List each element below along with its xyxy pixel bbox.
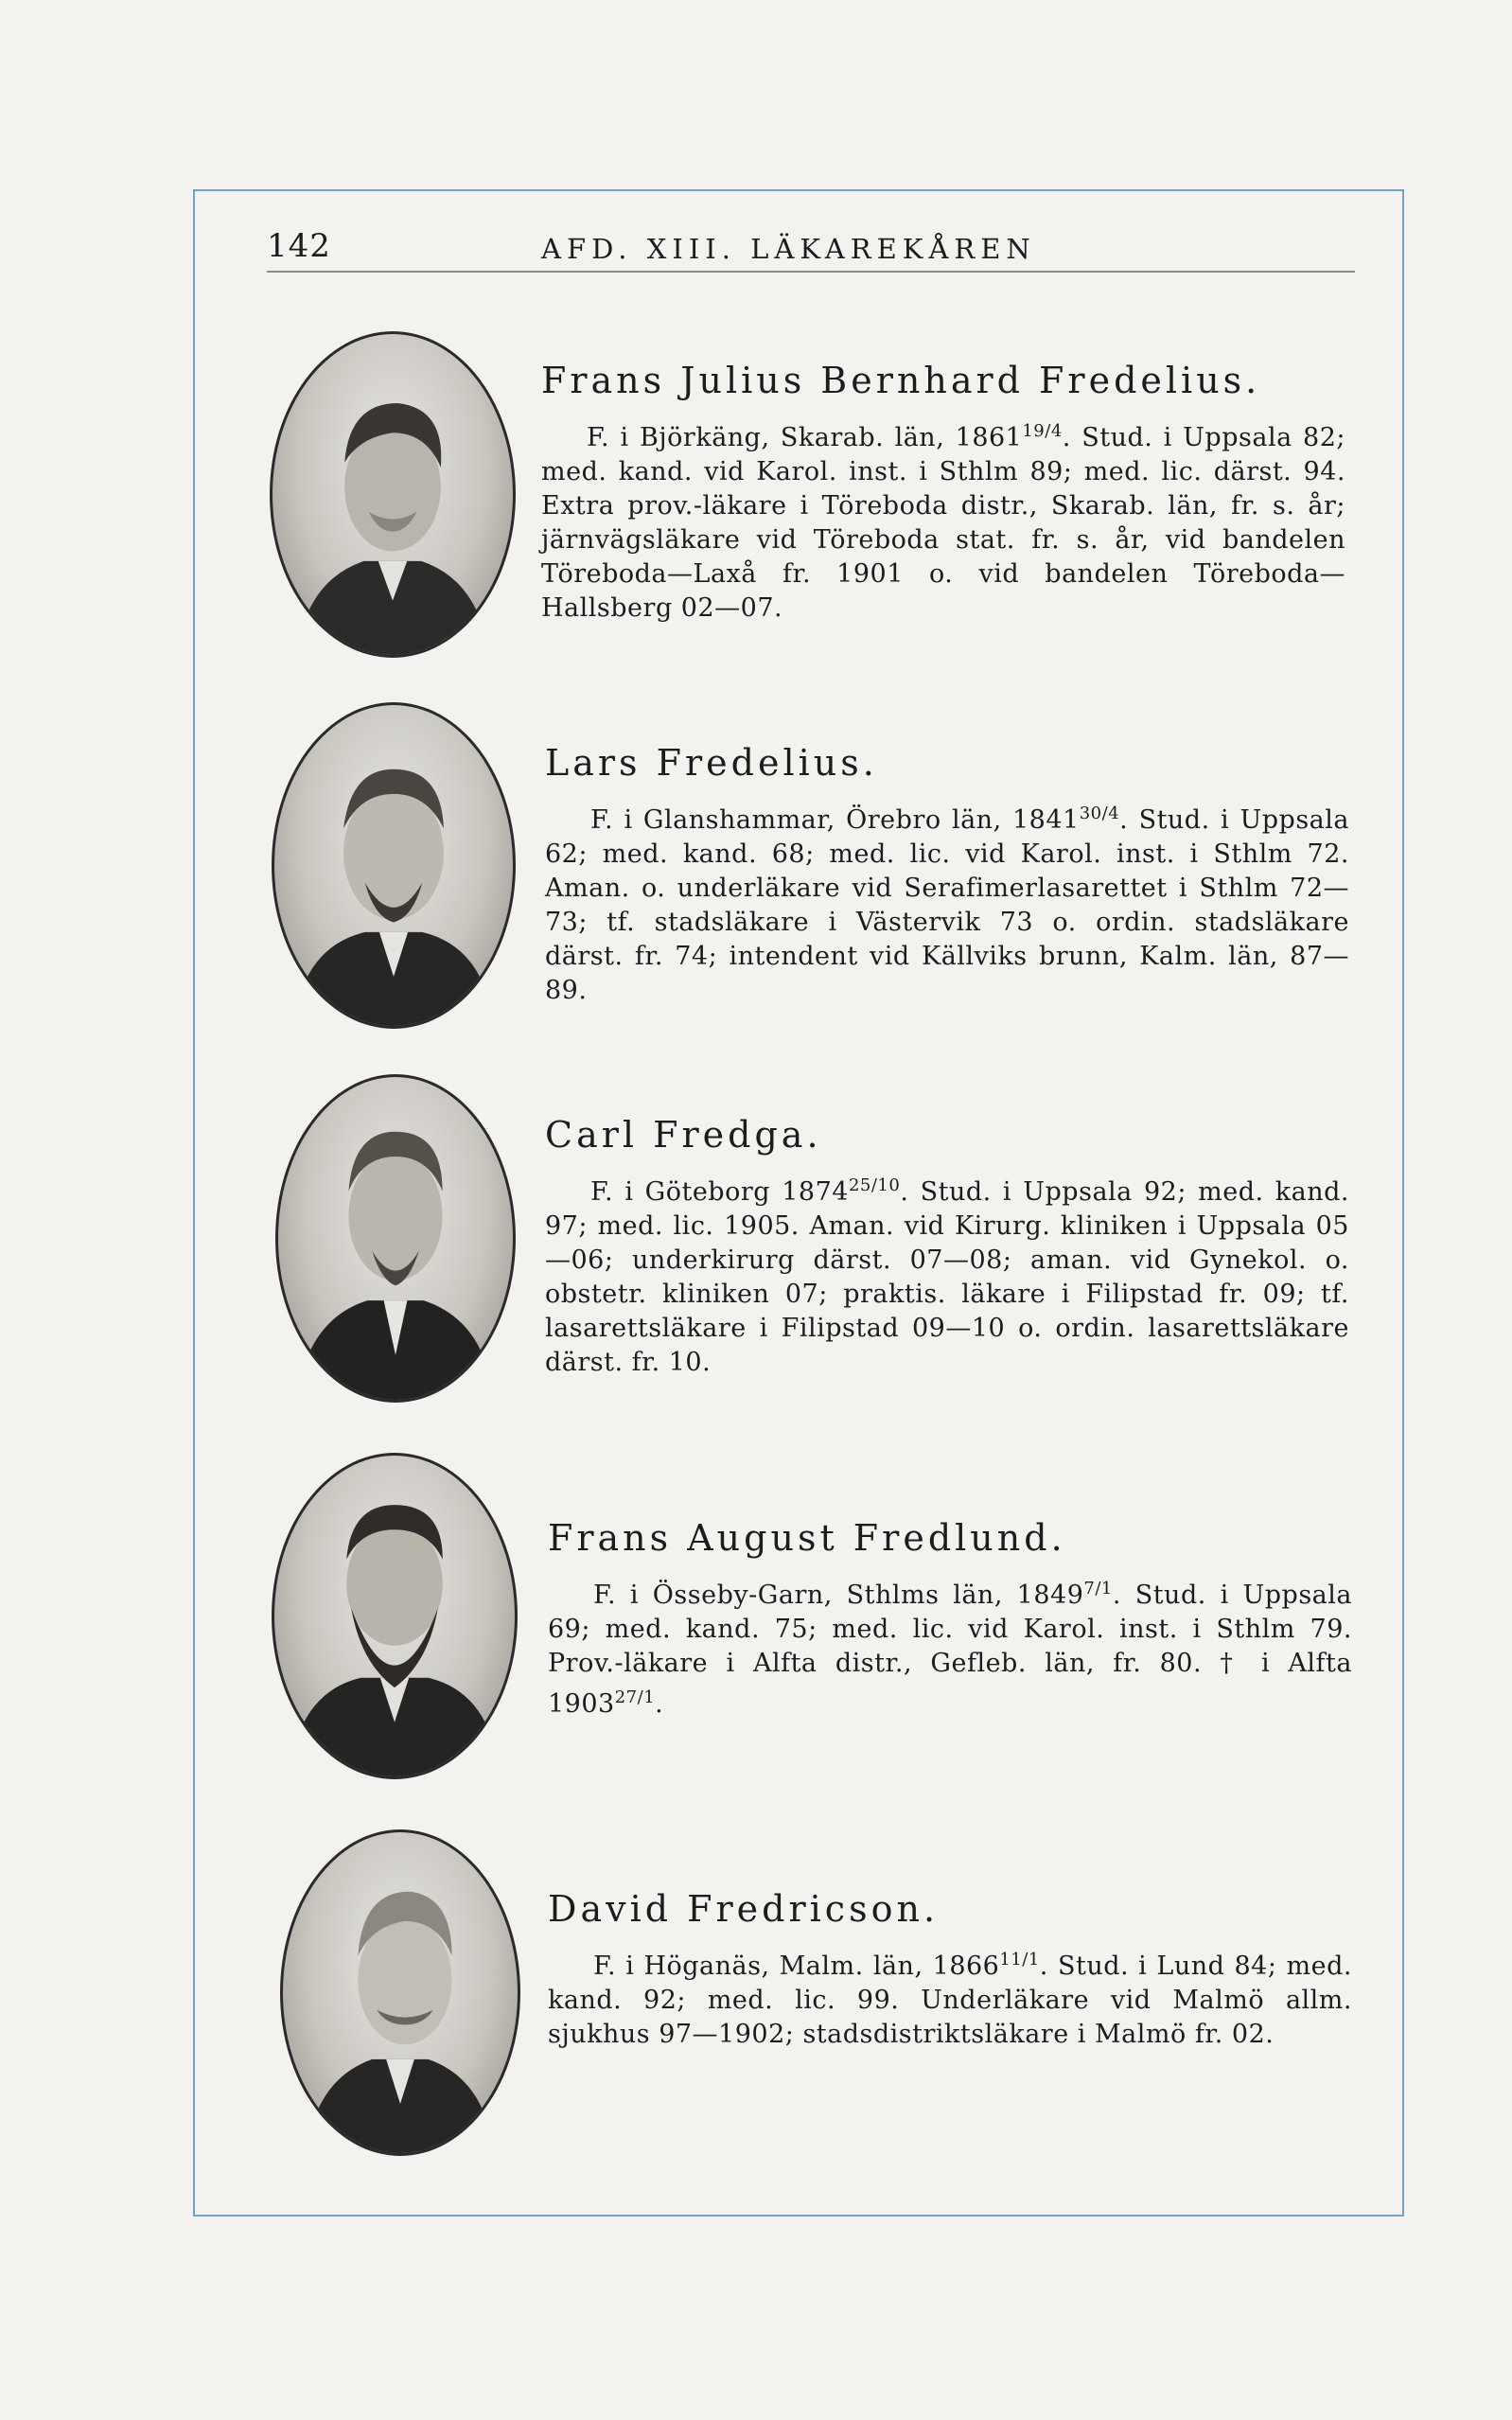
birth-date-fraction: 19/4 <box>1022 421 1063 441</box>
section-title: AFD. XIII. LÄKAREKÅREN <box>541 233 1036 265</box>
person-name: Frans August Fredlund. <box>548 1517 1066 1559</box>
bio-rest: . Stud. i Uppsala 69; med. kand. 75; med. lic. vid Karol. inst. i Sthlm 79. Prov.-läkare i Alfta distr., Gefleb. län, fr. 80. † i Alfta 1903 <box>548 1581 1353 1719</box>
biography-entry <box>267 702 1355 1029</box>
entry-text <box>548 1517 1352 1722</box>
bio-lead: F. i Össeby-Garn, Sthlms län, 1849 <box>593 1581 1084 1610</box>
entry-text <box>545 1114 1349 1380</box>
bio-rest: . Stud. i Uppsala 62; med. kand. 68; med. lic. vid Karol. inst. i Sthlm 72. Aman. o. underläkare vid Serafimerlasarettet i Sthlm 72—73; tf. stadsläkare i Västervik 73 o. ordin. stadsläkare därst. fr. 74; intendent vid Källviks brunn, Kalm. län, 87—89. <box>545 805 1350 1005</box>
bio-rest: . Stud. i Uppsala 92; med. kand. 97; med. lic. 1905. Aman. vid Kirurg. kliniken i Uppsala 05—06; underkirurg därst. 07—08; aman. vid Gynekol. o. obstetr. kliniken 07; praktis. läkare i Filipstad fr. 09; tf. lasarettsläkare i Filipstad 09—10 o. ordin. lasarettsläkare därst. fr. 10. <box>545 1177 1349 1377</box>
bio-lead: F. i Björkäng, Skarab. län, 1861 <box>587 423 1023 452</box>
portrait-photo <box>275 1074 516 1403</box>
running-head <box>267 223 1355 273</box>
bio-rest: . Stud. i Lund 84; med. kand. 92; med. lic. 99. Underläkare vid Malmö allm. sjukhus 97—1902; stadsdistriktsläkare i Malmö fr. 02. <box>548 1952 1353 2049</box>
entry-text <box>548 1888 1352 2052</box>
biography-entry <box>267 331 1355 658</box>
birth-date-fraction: 11/1 <box>999 1950 1040 1970</box>
portrait-photo <box>272 1453 518 1779</box>
entry-text <box>541 360 1345 626</box>
biography-text <box>541 415 1345 626</box>
biography-text <box>545 1169 1349 1380</box>
portrait-photo <box>270 331 516 658</box>
bio-lead: F. i Göteborg 1874 <box>590 1177 849 1207</box>
person-name: Carl Fredga. <box>545 1114 822 1156</box>
portrait-photo <box>280 1829 520 2156</box>
birth-date-fraction: 30/4 <box>1079 804 1120 823</box>
bio-rest: . Stud. i Uppsala 82; med. kand. vid Karol. inst. i Sthlm 89; med. lic. därst. 94. Extra prov.-läkare i Töreboda distr., Skarab. län, fr. s. år; järnvägsläkare vid Töreboda stat. fr. s. år, vid bandelen Töreboda—Laxå fr. 1901 o. vid bandelen Töreboda—Hallsberg 02—07. <box>541 423 1345 623</box>
birth-date-fraction: 25/10 <box>848 1175 901 1195</box>
birth-date-fraction: 7/1 <box>1083 1579 1113 1599</box>
entry-text <box>545 742 1349 1008</box>
biography-text <box>548 1943 1352 2052</box>
biography-entry <box>267 1453 1355 1779</box>
biography-text <box>548 1572 1352 1722</box>
bio-lead: F. i Höganäs, Malm. län, 1866 <box>593 1952 1000 1981</box>
portrait-photo <box>272 702 516 1029</box>
biography-entry <box>267 1074 1355 1403</box>
death-date-fraction: 27/1 <box>614 1687 656 1707</box>
biography-text <box>545 797 1349 1008</box>
person-name: Frans Julius Bernhard Fredelius. <box>541 360 1261 401</box>
person-name: Lars Fredelius. <box>545 742 878 784</box>
page-number: 142 <box>267 227 331 265</box>
person-name: David Fredricson. <box>548 1888 940 1930</box>
bio-lead: F. i Glanshammar, Örebro län, 1841 <box>590 805 1080 835</box>
biography-entry <box>267 1829 1355 2156</box>
bio-end: . <box>655 1689 664 1719</box>
